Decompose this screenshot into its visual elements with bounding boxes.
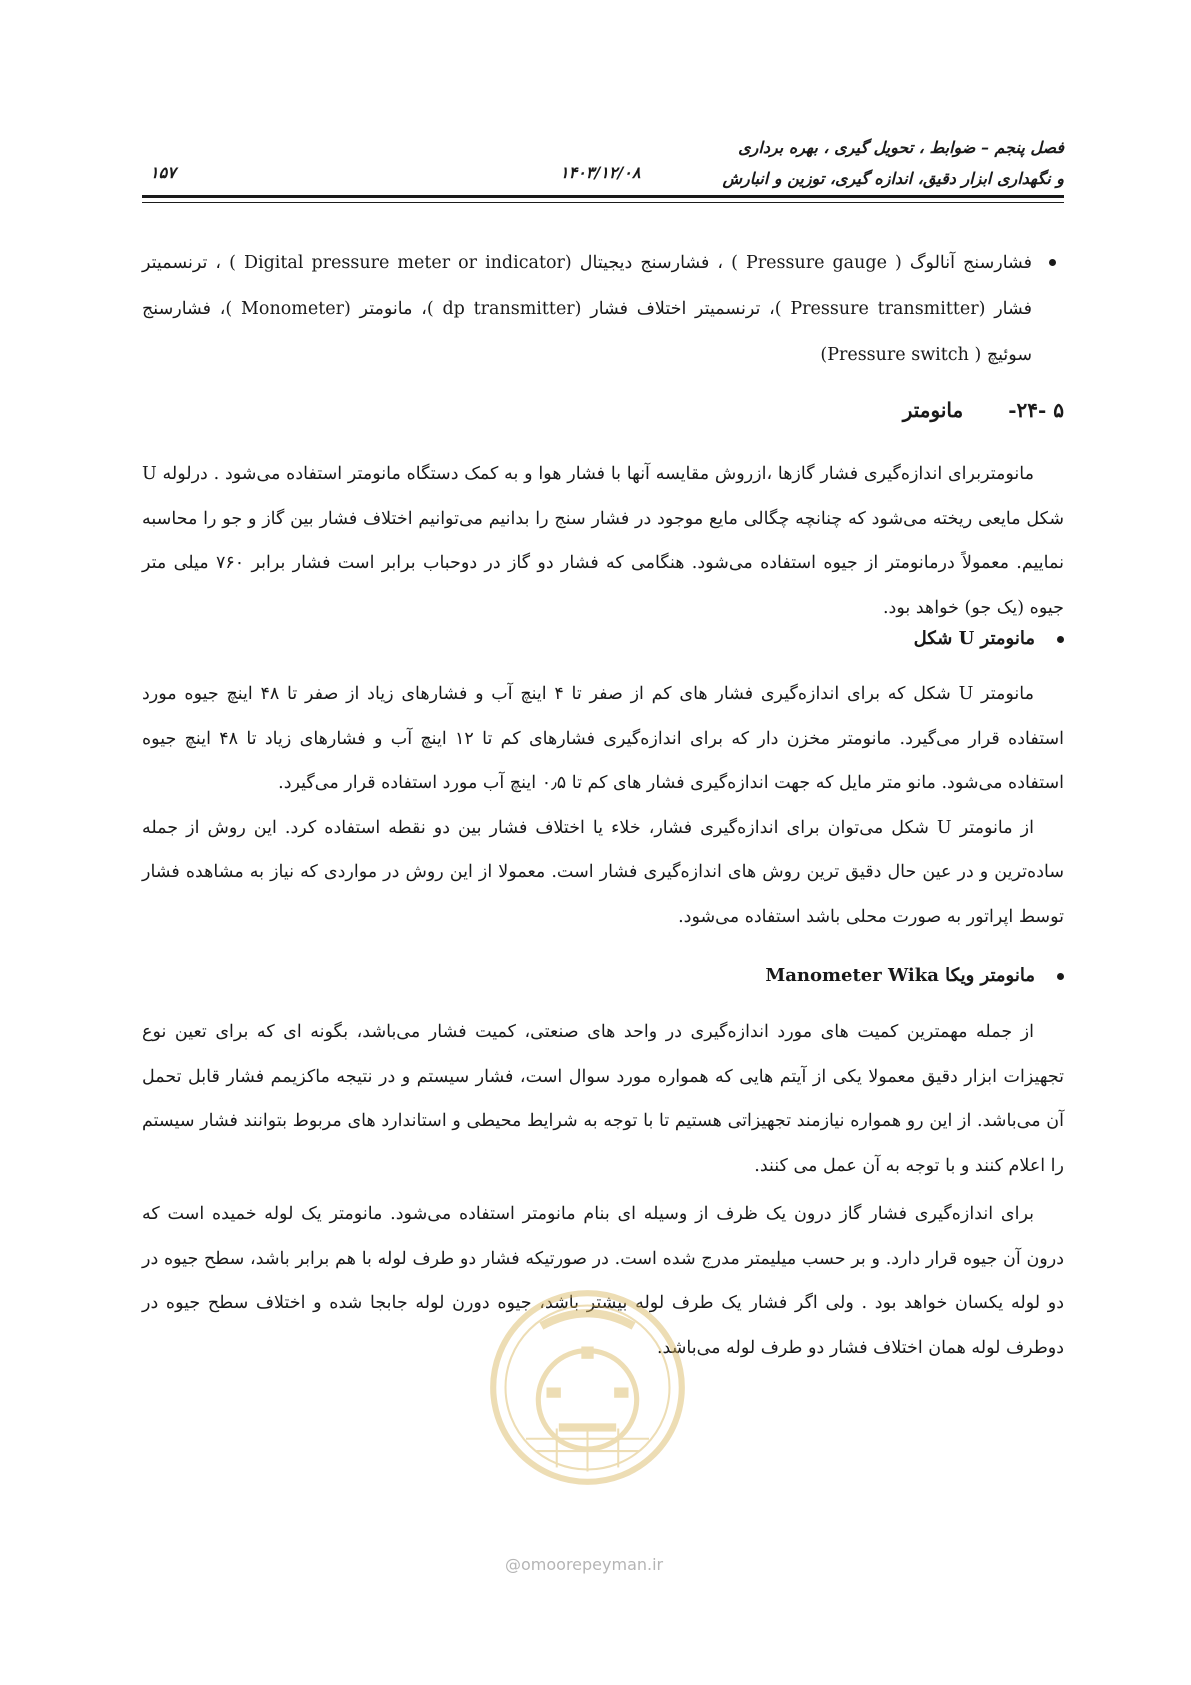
- chapter-title-line2: و نگهداری ابزار دقیق، اندازه گیری، توزین و انبارش: [722, 169, 1064, 188]
- wika-heading: [765, 965, 1064, 986]
- bullet-icon: [1049, 259, 1056, 266]
- section-heading: [903, 398, 1064, 422]
- u-manometer-text: [142, 672, 1064, 939]
- bullet-icon: [1057, 973, 1064, 980]
- wika-paragraph-2: برای اندازه‌گیری فشار گاز درون یک ظرف از وسیله ای بنام مانومتر استفاده می‌شود. مانومتر یک لوله خمیده است که درون آن جیوه قرار دارد. و بر حسب میلیمتر مدرج شده است. در صورتیکه فشار دو طرف لوله با هم برابر باشد، سطح جیوه در دو لوله یکسان خواهد بود . ولی اگر فشار یک طرف لوله بیشتر باشد، جیوه دورن لوله جابجا شده و اختلاف سطح جیوه در دوطرف لوله همان اختلاف فشار دو طرف لوله می‌باشد.: [142, 1204, 1064, 1358]
- seal-logo-icon: [485, 1285, 690, 1490]
- intro-bullet-list: [142, 240, 1064, 378]
- header-divider-thin: [142, 202, 1064, 203]
- wika-title: مانومتر ویکا Manometer Wika: [765, 965, 1035, 986]
- section-number: ۵ -۲۴-: [1008, 398, 1064, 422]
- u-manometer-paragraph-2: از مانومتر U شکل می‌توان برای اندازه‌گیری فشار، خلاء یا اختلاف فشار بین دو نقطه استفاده کرد. این روش از جمله ساده‌ترین و در عین حال دقیق ترین روش های اندازه‌گیری فشار است. معمولا از این روش در مواردی که نیاز به مشاهده فشار توسط اپراتور به صورت محلی باشد استفاده می‌شود.: [142, 817, 1064, 927]
- section-paragraph: [142, 452, 1064, 630]
- u-manometer-paragraph-1: مانومتر U شکل که برای اندازه‌گیری فشار های کم از صفر تا ۴ اینچ آب و فشارهای زیاد از صفر تا ۴۸ اینچ جیوه مورد استفاده قرار می‌گیرد. مانومتر مخزن دار که برای اندازه‌گیری فشارهای کم تا ۱۲ اینچ آب و فشارهای زیاد تا ۴۸ اینچ جیوه استفاده می‌شود. مانو متر مایل که جهت اندازه‌گیری فشار های کم تا ۰٫۵ اینچ آب مورد استفاده قرار می‌گیرد.: [142, 684, 1064, 793]
- header-divider-thick: [142, 195, 1064, 198]
- bullet-icon: [1057, 636, 1064, 643]
- list-item: [142, 240, 1064, 378]
- u-manometer-heading: [914, 628, 1064, 649]
- section-title: مانومتر: [902, 398, 964, 422]
- page-number: ۱۵۷: [150, 163, 176, 182]
- watermark-site: @omoorepeyman.ir: [505, 1555, 664, 1574]
- wika-paragraph-1: از جمله مهمترین کمیت های مورد اندازه‌گیری در واحد های صنعتی، کمیت فشار می‌باشد، بگونه ای که برای تعین نوع تجهیزات ابزار دقیق معمولا یکی از آیتم هایی که همواره مورد سوال است، فشار سیستم و در نتیجه ماکزیمم فشار قابل تحمل آن می‌باشد. از این رو همواره نیازمند تجهیزاتی هستیم تا با توجه به شرایط محیطی و استاندارد های مربوط بتوانند فشار سیستم را اعلام کنند و با توجه به آن عمل می کنند.: [142, 1022, 1064, 1176]
- u-manometer-title: مانومتر U شکل: [913, 628, 1035, 649]
- section-paragraph-text: مانومتربرای اندازه‌گیری فشار گازها ،ازروش مقایسه آنها با فشار هوا و به کمک دستگاه مانومتر استفاده می‌شود . درلوله U شکل مایعی ریخته می‌شود که چنانچه چگالی مایع موجود در فشار سنج را بدانیم می‌توانیم اختلاف فشار بین گاز و جو را محاسبه نماییم. معمولاً درمانومتر از جیوه استفاده می‌شود. هنگامی که فشار دو گاز در دوحباب برابر است فشار برابر ۷۶۰ میلی متر جیوه (یک جو) خواهد بود.: [142, 464, 1064, 618]
- header-date: ۱۴۰۳/۱۲/۰۸: [560, 163, 641, 182]
- chapter-title-line1: فصل پنجم – ضوابط ، تحویل گیری ، بهره برداری: [738, 138, 1064, 157]
- intro-bullet-text: فشارسنج آنالوگ ( Pressure gauge ) ، فشارسنج دیجیتال (Digital pressure meter or indicator ) ، ترنسمیتر فشار (Pressure transmitter )، ترنسمیتر اختلاف فشار (dp transmitter )، مانومتر (Monometer )، فشارسنج سوئیچ ( Pressure switch): [142, 253, 1032, 365]
